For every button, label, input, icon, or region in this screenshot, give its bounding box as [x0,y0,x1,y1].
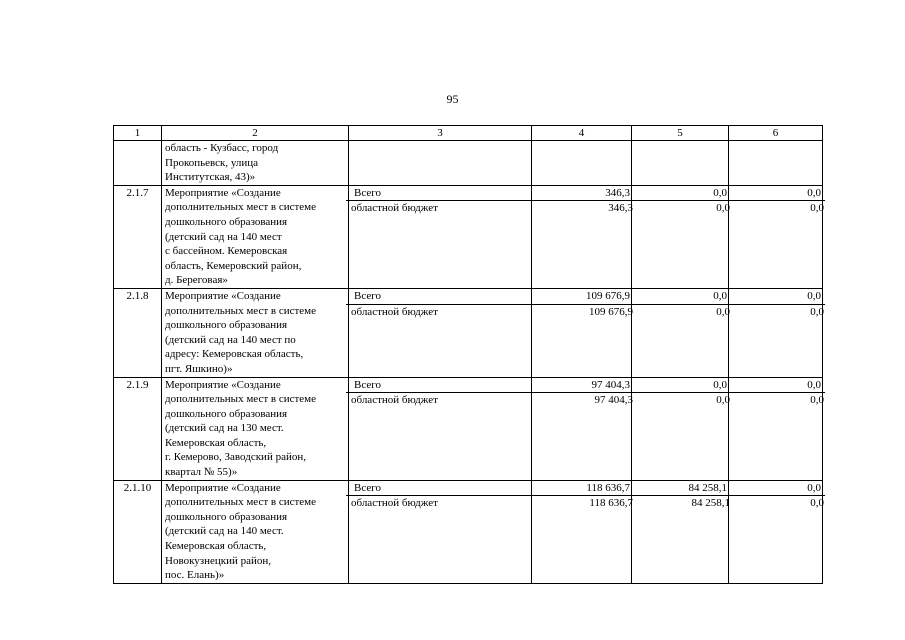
row-number: 2.1.8 [114,288,162,377]
amount-value: 97 404,3 [529,392,634,408]
funding-source-cell [349,480,532,583]
amount-value: 0,0 [807,289,821,302]
header-cell: 6 [729,126,823,141]
table-row [114,377,823,480]
amount-cell [532,377,632,480]
amount-cell [729,288,823,377]
budget-table [113,125,823,584]
row-description: Мероприятие «Создание дополнительных мест в системе дошкольного образования (детский сад на 140 мест с бассейном. Кемеровская область, Кемеровский район, д. Береговая» [162,185,349,288]
amount-value: 0,0 [726,392,825,408]
amount-value: 346,3 [529,200,634,216]
amount-value: 0,0 [713,186,727,199]
amount-cell [632,185,729,288]
amount-cell [532,141,632,186]
row-number: 2.1.9 [114,377,162,480]
funding-source-cell [349,185,532,288]
amount-value: 118 636,7 [586,481,630,494]
amount-value: 84 258,1 [688,481,727,494]
funding-source: областной бюджет [346,304,534,320]
header-cell: 3 [349,126,532,141]
row-description: область - Кузбасс, город Прокопьевск, улица Институтская, 43)» [162,141,349,186]
table-row [114,141,823,186]
row-description: Мероприятие «Создание дополнительных мест в системе дошкольного образования (детский сад на 140 мест. Кемеровская область, Новокузнецкий район, пос. Елань)» [162,480,349,583]
row-number: 2.1.7 [114,185,162,288]
funding-source: Всего [354,186,381,199]
amount-value: 0,0 [713,378,727,391]
funding-source: областной бюджет [346,392,534,408]
row-description: Мероприятие «Создание дополнительных мест в системе дошкольного образования (детский сад на 130 мест. Кемеровская область, г. Кемерово, Заводский район, квартал № 55)» [162,377,349,480]
amount-value: 346,3 [605,186,630,199]
amount-value: 84 258,1 [629,495,731,511]
row-description: Мероприятие «Создание дополнительных мест в системе дошкольного образования (детский сад на 140 мест по адресу: Кемеровская область, пгт. Яшкино)» [162,288,349,377]
table-row [114,185,823,288]
amount-value: 0,0 [807,481,821,494]
header-cell: 2 [162,126,349,141]
amount-value: 0,0 [807,378,821,391]
header-cell: 1 [114,126,162,141]
header-cell: 5 [632,126,729,141]
amount-cell [632,288,729,377]
funding-source-cell [349,377,532,480]
header-cell: 4 [532,126,632,141]
amount-cell [632,141,729,186]
amount-cell [729,141,823,186]
amount-cell [729,480,823,583]
amount-cell [532,185,632,288]
funding-source: Всего [354,378,381,391]
amount-cell [532,288,632,377]
funding-source: Всего [354,481,381,494]
table-row [114,480,823,583]
amount-value: 0,0 [726,200,825,216]
amount-value: 97 404,3 [591,378,630,391]
funding-source: областной бюджет [346,495,534,511]
amount-value: 0,0 [629,304,731,320]
funding-source: областной бюджет [346,200,534,216]
amount-value: 0,0 [726,304,825,320]
funding-source-cell [349,141,532,186]
amount-value: 0,0 [713,289,727,302]
row-number: 2.1.10 [114,480,162,583]
amount-value: 109 676,9 [529,304,634,320]
amount-cell [729,377,823,480]
row-number [114,141,162,186]
amount-value: 0,0 [629,200,731,216]
amount-value: 0,0 [726,495,825,511]
amount-cell [729,185,823,288]
page-number: 95 [446,92,459,106]
amount-value: 0,0 [629,392,731,408]
funding-source-cell [349,288,532,377]
funding-source: Всего [354,289,381,302]
amount-value: 109 676,9 [586,289,630,302]
amount-value: 118 636,7 [529,495,634,511]
header-row [114,126,823,141]
amount-value: 0,0 [807,186,821,199]
amount-cell [632,377,729,480]
amount-cell [632,480,729,583]
amount-cell [532,480,632,583]
table-row [114,288,823,377]
